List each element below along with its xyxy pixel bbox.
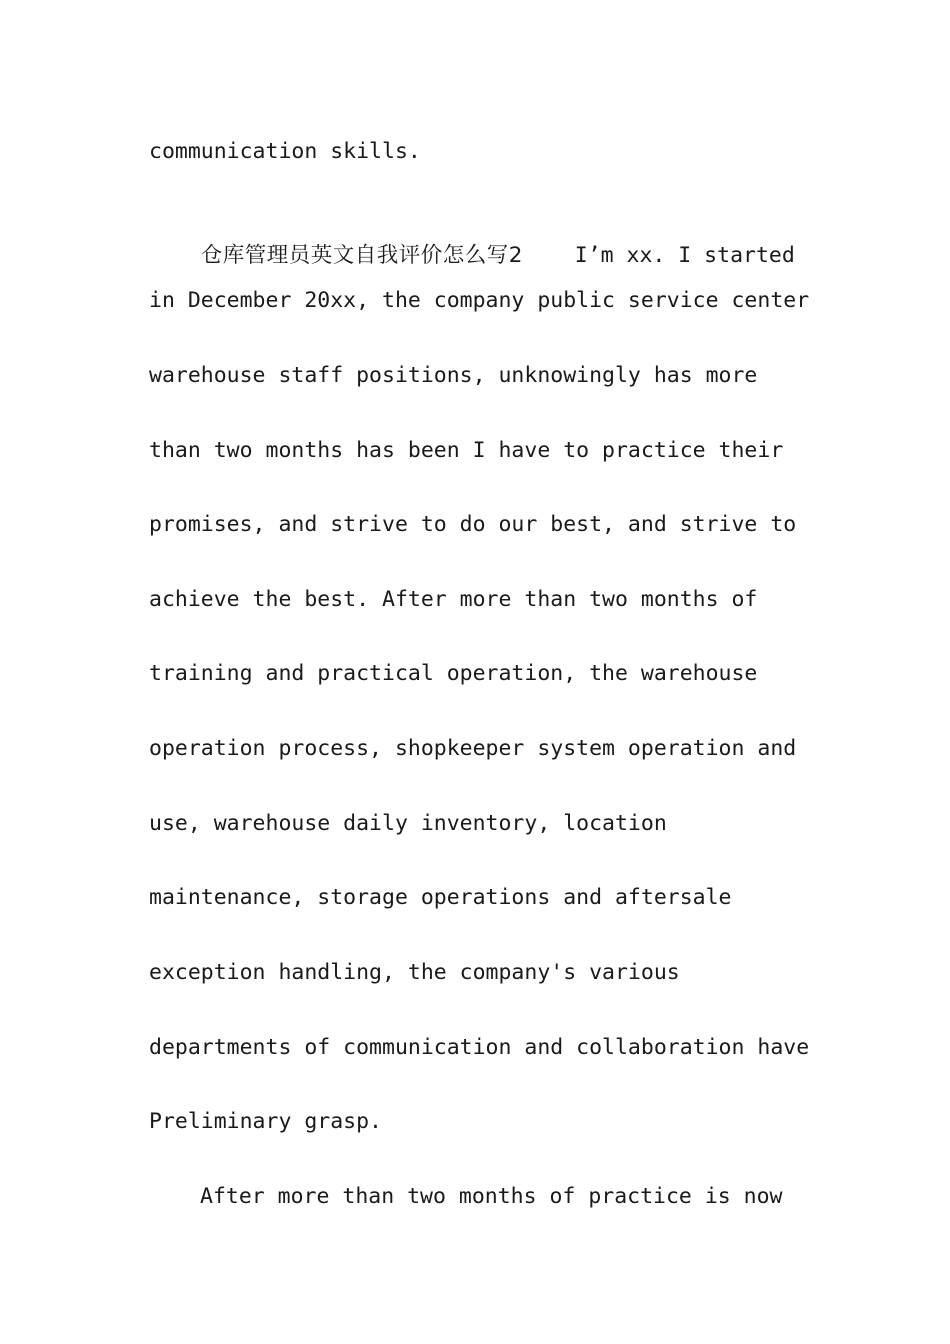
section-heading: 仓库管理员英文自我评价怎么写2 — [200, 243, 523, 268]
text-line: exception handling, the company's various — [149, 960, 680, 985]
text-line: maintenance, storage operations and aftersale — [149, 885, 732, 910]
text-line: Preliminary grasp. — [149, 1109, 382, 1134]
text-line: warehouse staff positions, unknowingly has more — [149, 363, 758, 388]
text-line: in December 20xx, the company public service center — [149, 288, 810, 313]
text-line: promises, and strive to do our best, and strive to — [149, 512, 797, 537]
text-line: departments of communication and collaboration have — [149, 1035, 810, 1060]
text-line: training and practical operation, the warehouse — [149, 661, 758, 686]
text-line: achieve the best. After more than two months of — [149, 587, 758, 612]
text-line: operation process, shopkeeper system operation and — [149, 736, 797, 761]
text-line: I’m xx. I started — [522, 243, 795, 268]
text-line: than two months has been I have to practice their — [149, 438, 784, 463]
paragraph-start-line: After more than two months of practice is now — [200, 1184, 783, 1209]
text-line: communication skills. — [149, 139, 421, 164]
text-line: use, warehouse daily inventory, location — [149, 811, 667, 836]
